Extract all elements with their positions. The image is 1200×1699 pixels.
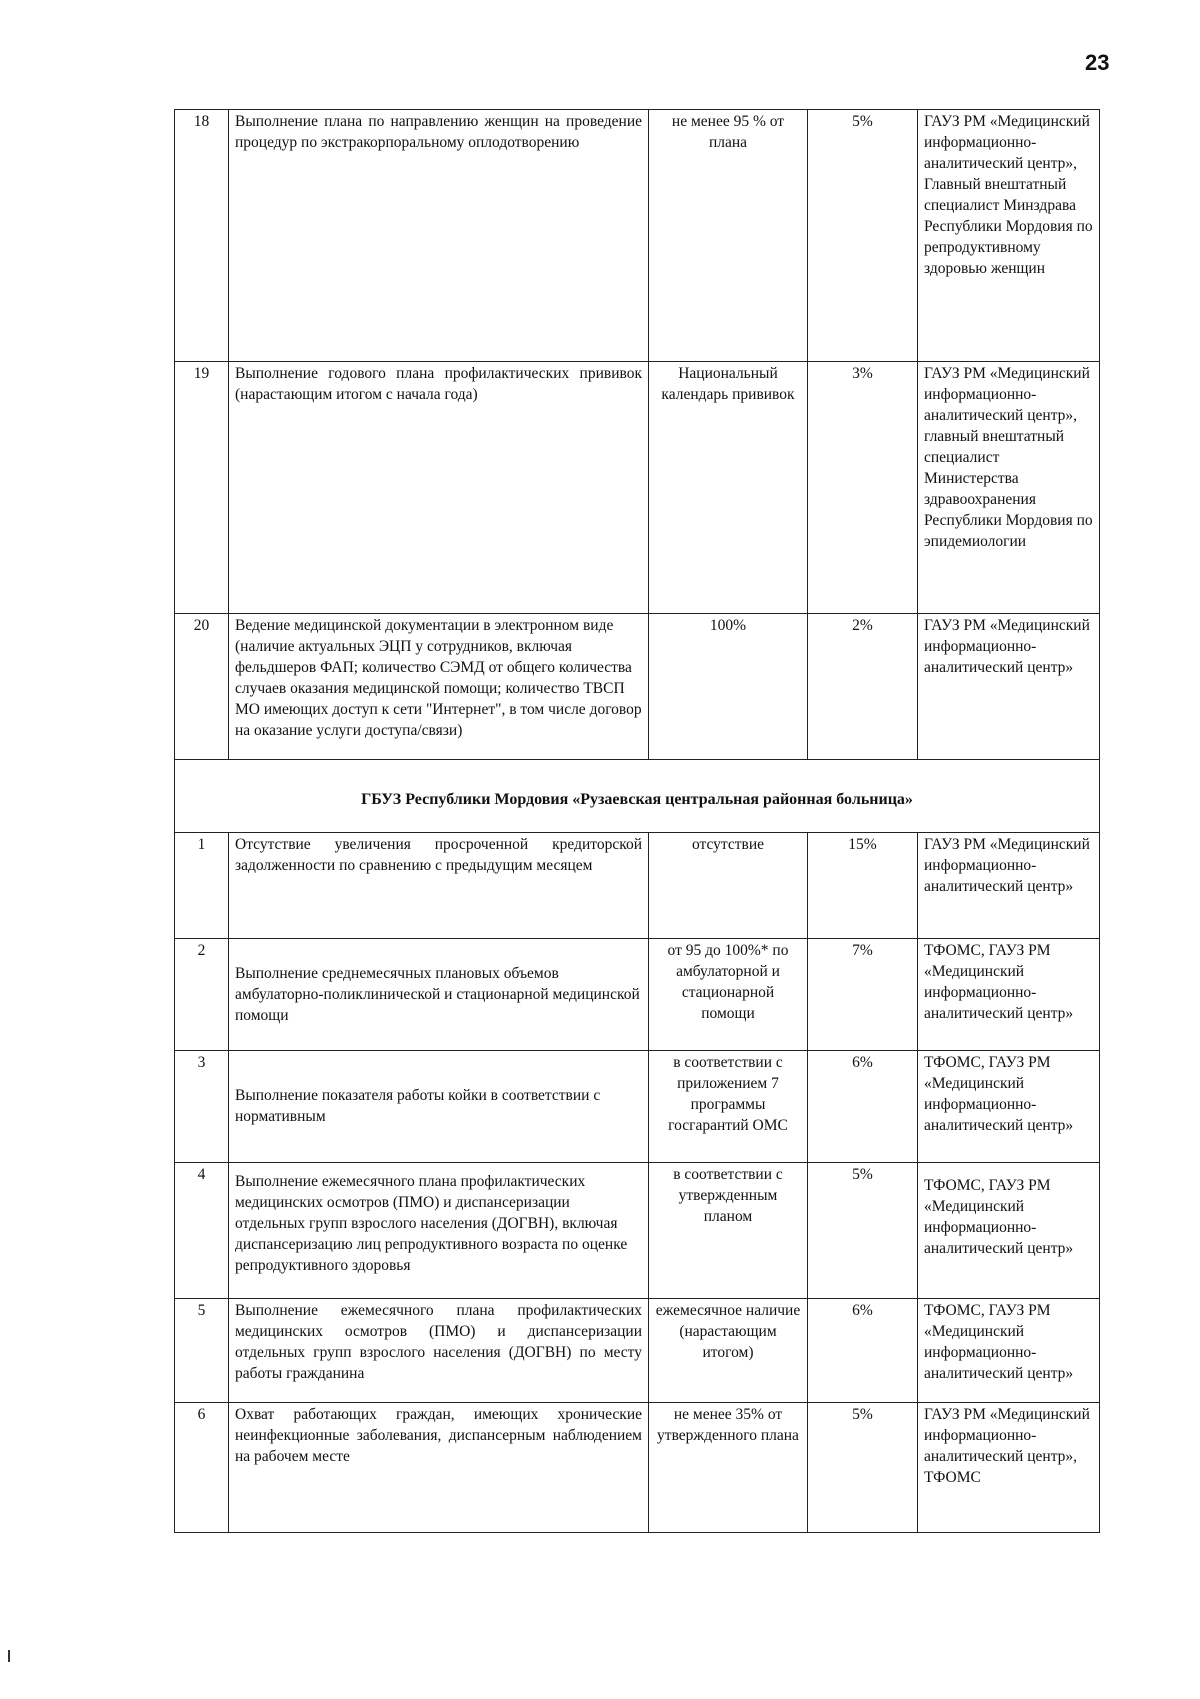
weight-cell: 6% <box>808 1051 918 1163</box>
table-row <box>175 939 1100 1051</box>
row-number: 19 <box>175 362 229 614</box>
responsible-cell: ТФОМС, ГАУЗ РМ «Медицинский информационно-аналитический центр» <box>918 1299 1100 1403</box>
weight-cell: 5% <box>808 1163 918 1299</box>
responsible-cell: ТФОМС, ГАУЗ РМ «Медицинский информационно-аналитический центр» <box>918 1163 1100 1299</box>
indicator-cell: Охват работающих граждан, имеющих хронические неинфекционные заболевания, диспансерным наблюдением на рабочем месте <box>229 1403 649 1533</box>
row-number: 5 <box>175 1299 229 1403</box>
weight-cell: 5% <box>808 1403 918 1533</box>
responsible-cell: ГАУЗ РМ «Медицинский информационно-аналитический центр», главный внештатный специалист Министерства здравоохранения Республики Мордовия по эпидемиологии <box>918 362 1100 614</box>
table-row <box>175 362 1100 614</box>
responsible-cell: ГАУЗ РМ «Медицинский информационно-аналитический центр» <box>918 833 1100 939</box>
indicator-cell: Выполнение плана по направлению женщин на проведение процедур по экстракорпоральному оплодотворению <box>229 110 649 362</box>
norm-cell: не менее 95 % от плана <box>649 110 808 362</box>
responsible-cell: ТФОМС, ГАУЗ РМ «Медицинский информационно-аналитический центр» <box>918 939 1100 1051</box>
weight-cell: 7% <box>808 939 918 1051</box>
weight-cell: 3% <box>808 362 918 614</box>
row-number: 18 <box>175 110 229 362</box>
indicator-cell: Выполнение годового плана профилактических прививок (нарастающим итогом с начала года) <box>229 362 649 614</box>
weight-cell: 6% <box>808 1299 918 1403</box>
indicator-cell: Выполнение ежемесячного плана профилактических медицинских осмотров (ПМО) и диспансеризации отдельных групп взрослого населения (ДОГВН) по месту работы гражданина <box>229 1299 649 1403</box>
page-number: 23 <box>1085 50 1110 75</box>
norm-cell: ежемесячное наличие (нарастающим итогом) <box>649 1299 808 1403</box>
scan-mark <box>8 1650 10 1662</box>
responsible-cell: ТФОМС, ГАУЗ РМ «Медицинский информационно-аналитический центр» <box>918 1051 1100 1163</box>
table-row <box>175 1299 1100 1403</box>
table-row <box>175 1163 1100 1299</box>
norm-cell: отсутствие <box>649 833 808 939</box>
indicator-cell: Выполнение среднемесячных плановых объемов амбулаторно-поликлинической и стационарной медицинской помощи <box>229 939 649 1051</box>
table-row <box>175 110 1100 362</box>
responsible-cell: ГАУЗ РМ «Медицинский информационно-аналитический центр», Главный внештатный специалист Минздрава Республики Мордовия по репродуктивному здоровью женщин <box>918 110 1100 362</box>
responsible-cell: ГАУЗ РМ «Медицинский информационно-аналитический центр» <box>918 614 1100 760</box>
norm-cell: Национальный календарь прививок <box>649 362 808 614</box>
weight-cell: 2% <box>808 614 918 760</box>
norm-cell: не менее 35% от утвержденного плана <box>649 1403 808 1533</box>
indicators-table <box>174 109 1100 1533</box>
row-number: 20 <box>175 614 229 760</box>
weight-cell: 15% <box>808 833 918 939</box>
norm-cell: в соответствии с утвержденным планом <box>649 1163 808 1299</box>
row-number: 4 <box>175 1163 229 1299</box>
responsible-cell: ГАУЗ РМ «Медицинский информационно-аналитический центр», ТФОМС <box>918 1403 1100 1533</box>
row-number: 6 <box>175 1403 229 1533</box>
row-number: 2 <box>175 939 229 1051</box>
indicator-cell: Отсутствие увеличения просроченной кредиторской задолженности по сравнению с предыдущим месяцем <box>229 833 649 939</box>
norm-cell: 100% <box>649 614 808 760</box>
norm-cell: от 95 до 100%* по амбулаторной и стационарной помощи <box>649 939 808 1051</box>
indicator-cell: Ведение медицинской документации в электронном виде (наличие актуальных ЭЦП у сотрудников, включая фельдшеров ФАП; количество СЭМД от общего количества случаев оказания медицинской помощи; количество ТВСП МО имеющих доступ к сети "Интернет", в том числе договор на оказание услуги доступа/связи) <box>229 614 649 760</box>
section-title: ГБУЗ Республики Мордовия «Рузаевская центральная районная больница» <box>175 760 1100 833</box>
table-row <box>175 1403 1100 1533</box>
table-row <box>175 833 1100 939</box>
row-number: 3 <box>175 1051 229 1163</box>
indicator-cell: Выполнение ежемесячного плана профилактических медицинских осмотров (ПМО) и диспансеризации отдельных групп взрослого населения (ДОГВН), включая диспансеризацию лиц репродуктивного возраста по оценке репродуктивного здоровья <box>229 1163 649 1299</box>
table-row <box>175 614 1100 760</box>
norm-cell: в соответствии с приложением 7 программы госгарантий ОМС <box>649 1051 808 1163</box>
section-header-row <box>175 760 1100 833</box>
table-row <box>175 1051 1100 1163</box>
weight-cell: 5% <box>808 110 918 362</box>
indicator-cell: Выполнение показателя работы койки в соответствии с нормативным <box>229 1051 649 1163</box>
row-number: 1 <box>175 833 229 939</box>
